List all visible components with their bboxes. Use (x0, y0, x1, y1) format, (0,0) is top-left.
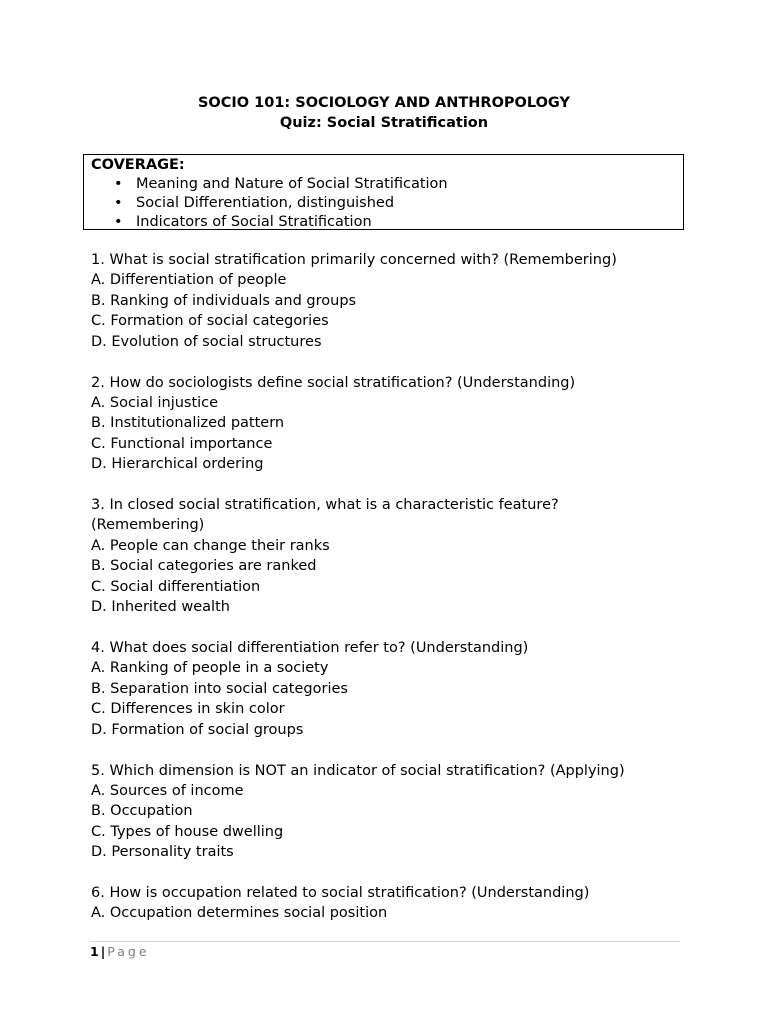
page-label: Page (107, 944, 150, 959)
question-text: 3. In closed social stratification, what is a characteristic feature? (91, 497, 559, 514)
question-block (91, 638, 691, 740)
question-block (91, 761, 691, 863)
coverage-box (83, 154, 684, 230)
question-block (91, 373, 691, 475)
answer-option: B. Institutionalized pattern (91, 415, 285, 432)
answer-option: B. Separation into social categories (91, 680, 348, 697)
answer-option: A. Differentiation of people (91, 272, 287, 289)
answer-option: B. Occupation (91, 803, 193, 820)
coverage-heading: COVERAGE: (91, 157, 185, 173)
coverage-item-text: Social Differentiation, distinguished (136, 195, 395, 211)
answer-option: C. Social differentiation (91, 578, 261, 595)
coverage-item (91, 213, 683, 232)
answer-option: C. Functional importance (91, 435, 273, 452)
bullet-icon: • (114, 214, 123, 230)
answer-option: B. Social categories are ranked (91, 558, 317, 575)
bullet-icon: • (114, 195, 123, 211)
question-text: 6. How is occupation related to social stratification? (Understanding) (91, 885, 590, 902)
answer-option: D. Inherited wealth (91, 599, 230, 616)
coverage-item-text: Meaning and Nature of Social Stratification (136, 176, 448, 192)
question-block (91, 495, 691, 617)
coverage-item (91, 194, 683, 213)
coverage-item (91, 175, 683, 194)
answer-option: C. Types of house dwelling (91, 823, 284, 840)
footer-separator: | (100, 944, 106, 959)
quiz-title: Quiz: Social Stratification (279, 115, 489, 131)
course-title: SOCIO 101: SOCIOLOGY AND ANTHROPOLOGY (197, 95, 570, 111)
answer-option: A. People can change their ranks (91, 537, 330, 554)
answer-option: A. Sources of income (91, 782, 244, 799)
answer-option: B. Ranking of individuals and groups (91, 292, 357, 309)
question-text: 5. Which dimension is NOT an indicator of social stratification? (Applying) (91, 762, 625, 779)
answer-option: A. Occupation determines social position (91, 905, 388, 922)
answer-option: D. Personality traits (91, 844, 234, 861)
question-text: 2. How do sociologists define social stratification? (Understanding) (91, 374, 576, 391)
question-text: 1. What is social stratification primarily concerned with? (Remembering) (91, 252, 617, 268)
answer-option: D. Formation of social groups (91, 721, 304, 738)
page-footer (90, 944, 150, 960)
answer-option: A. Social injustice (91, 394, 219, 411)
answer-option: A. Ranking of people in a society (91, 660, 329, 677)
page-number: 1 (90, 944, 99, 959)
question-text: (Remembering) (91, 517, 205, 534)
question-block (91, 250, 691, 352)
answer-option: C. Formation of social categories (91, 313, 329, 330)
footer-divider (90, 941, 680, 942)
answer-option: D. Hierarchical ordering (91, 456, 264, 473)
question-block (91, 883, 691, 924)
answer-option: C. Differences in skin color (91, 701, 285, 718)
coverage-list (91, 175, 683, 232)
coverage-item-text: Indicators of Social Stratification (136, 214, 372, 230)
bullet-icon: • (114, 176, 123, 192)
answer-option: D. Evolution of social structures (91, 333, 322, 350)
question-list (91, 250, 691, 944)
question-text: 4. What does social differentiation refer to? (Understanding) (91, 640, 529, 656)
